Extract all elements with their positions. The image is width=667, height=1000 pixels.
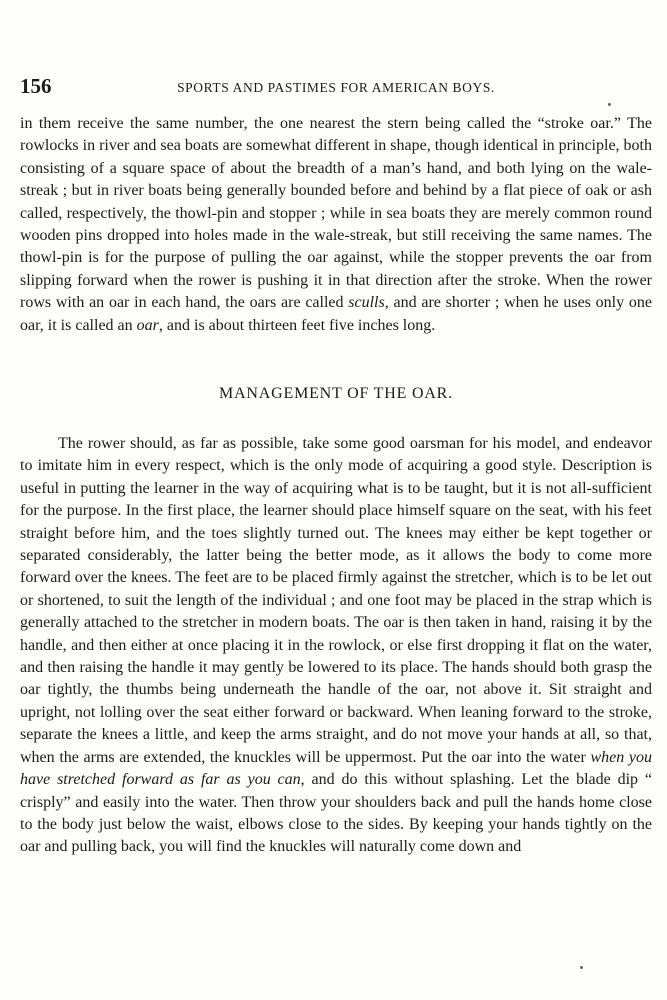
text-run: , and is about thirteen feet five inches long. [158, 316, 436, 334]
print-speck [608, 103, 611, 106]
text-run: in them receive the same number, the one nearest the stern being called the “stroke oar.” The rowlocks in river and sea boats are somewhat different in shape, though identical in principle, both consisting of a square space of about the breadth of a man’s hand, and both lying on the wale-streak ; but in river boats being generally bounded before and behind by a flat piece of oak or ash called, respectively, the thowl-pin and stopper ; while in sea boats they are merely common round wooden pins dropped into holes made in the wale-streak, but still receiving the same names. The thowl-pin is for the purpose of pulling the oar against, while the stopper prevents the oar from slipping forward when the rower is pushing it in that direction after the stroke. When the rower rows with an oar in each hand, the oars are called [20, 115, 652, 312]
italic-phrase: when you have stretched forward as far as you can [20, 748, 653, 789]
italic-term: oar [136, 316, 159, 334]
italic-term: sculls [348, 294, 385, 312]
running-head [20, 74, 652, 100]
print-speck [580, 966, 583, 969]
paragraph-rowlocks [20, 113, 652, 337]
paragraph-management [20, 433, 652, 859]
text-run: , and are shorter ; when he uses only one oar, it is called an [20, 294, 652, 334]
running-title: SPORTS AND PASTIMES FOR AMERICAN BOYS. [177, 80, 495, 95]
section-heading: MANAGEMENT OF THE OAR. [219, 385, 453, 402]
text-run: , and do this without splashing. Let the blade dip “ crisply” and easily into the water. Then throw your shoulders back and pull the hands home close to the body just below the waist, elbows close to the sides. By keeping your hands tightly on the oar and pulling back, you will find the knuckles will naturally come down and [20, 771, 653, 856]
text-run: The rower should, as far as possible, take some good oarsman for his model, and endeavor to imitate him in every respect, which is the only mode of acquiring a good style. Description is useful in putting the learner in the way of acquiring what is to be taught, but it is not all-sufficient for the purpose. In the first place, the learner should place himself square on the seat, with his feet straight before him, and the toes slightly turned out. The knees may either be kept together or separated considerably, the latter being the better mode, as it allows the body to come more forward over the knees. The feet are to be placed firmly against the stretcher, which is to be let out or shortened, to suit the length of the individual ; and one foot may be placed in the strap which is generally attached to the stretcher in modern boats. The oar is then taken in hand, raising it by the handle, and then either at once placing it in the rowlock, or else first dropping it flat on the water, and then raising the handle it may gently be lowered to its place. The hands should both grasp the oar tightly, the thumbs being underneath the handle of the oar, not above it. Sit straight and upright, not lolling over the seat either forward or backward. When leaning forward to the stroke, separate the knees a little, and keep the arms straight, and do not move your hands at all, so that, when the arms are extended, the knuckles will be uppermost. Put the oar into the water [20, 435, 652, 766]
page-number: 156 [20, 74, 52, 98]
